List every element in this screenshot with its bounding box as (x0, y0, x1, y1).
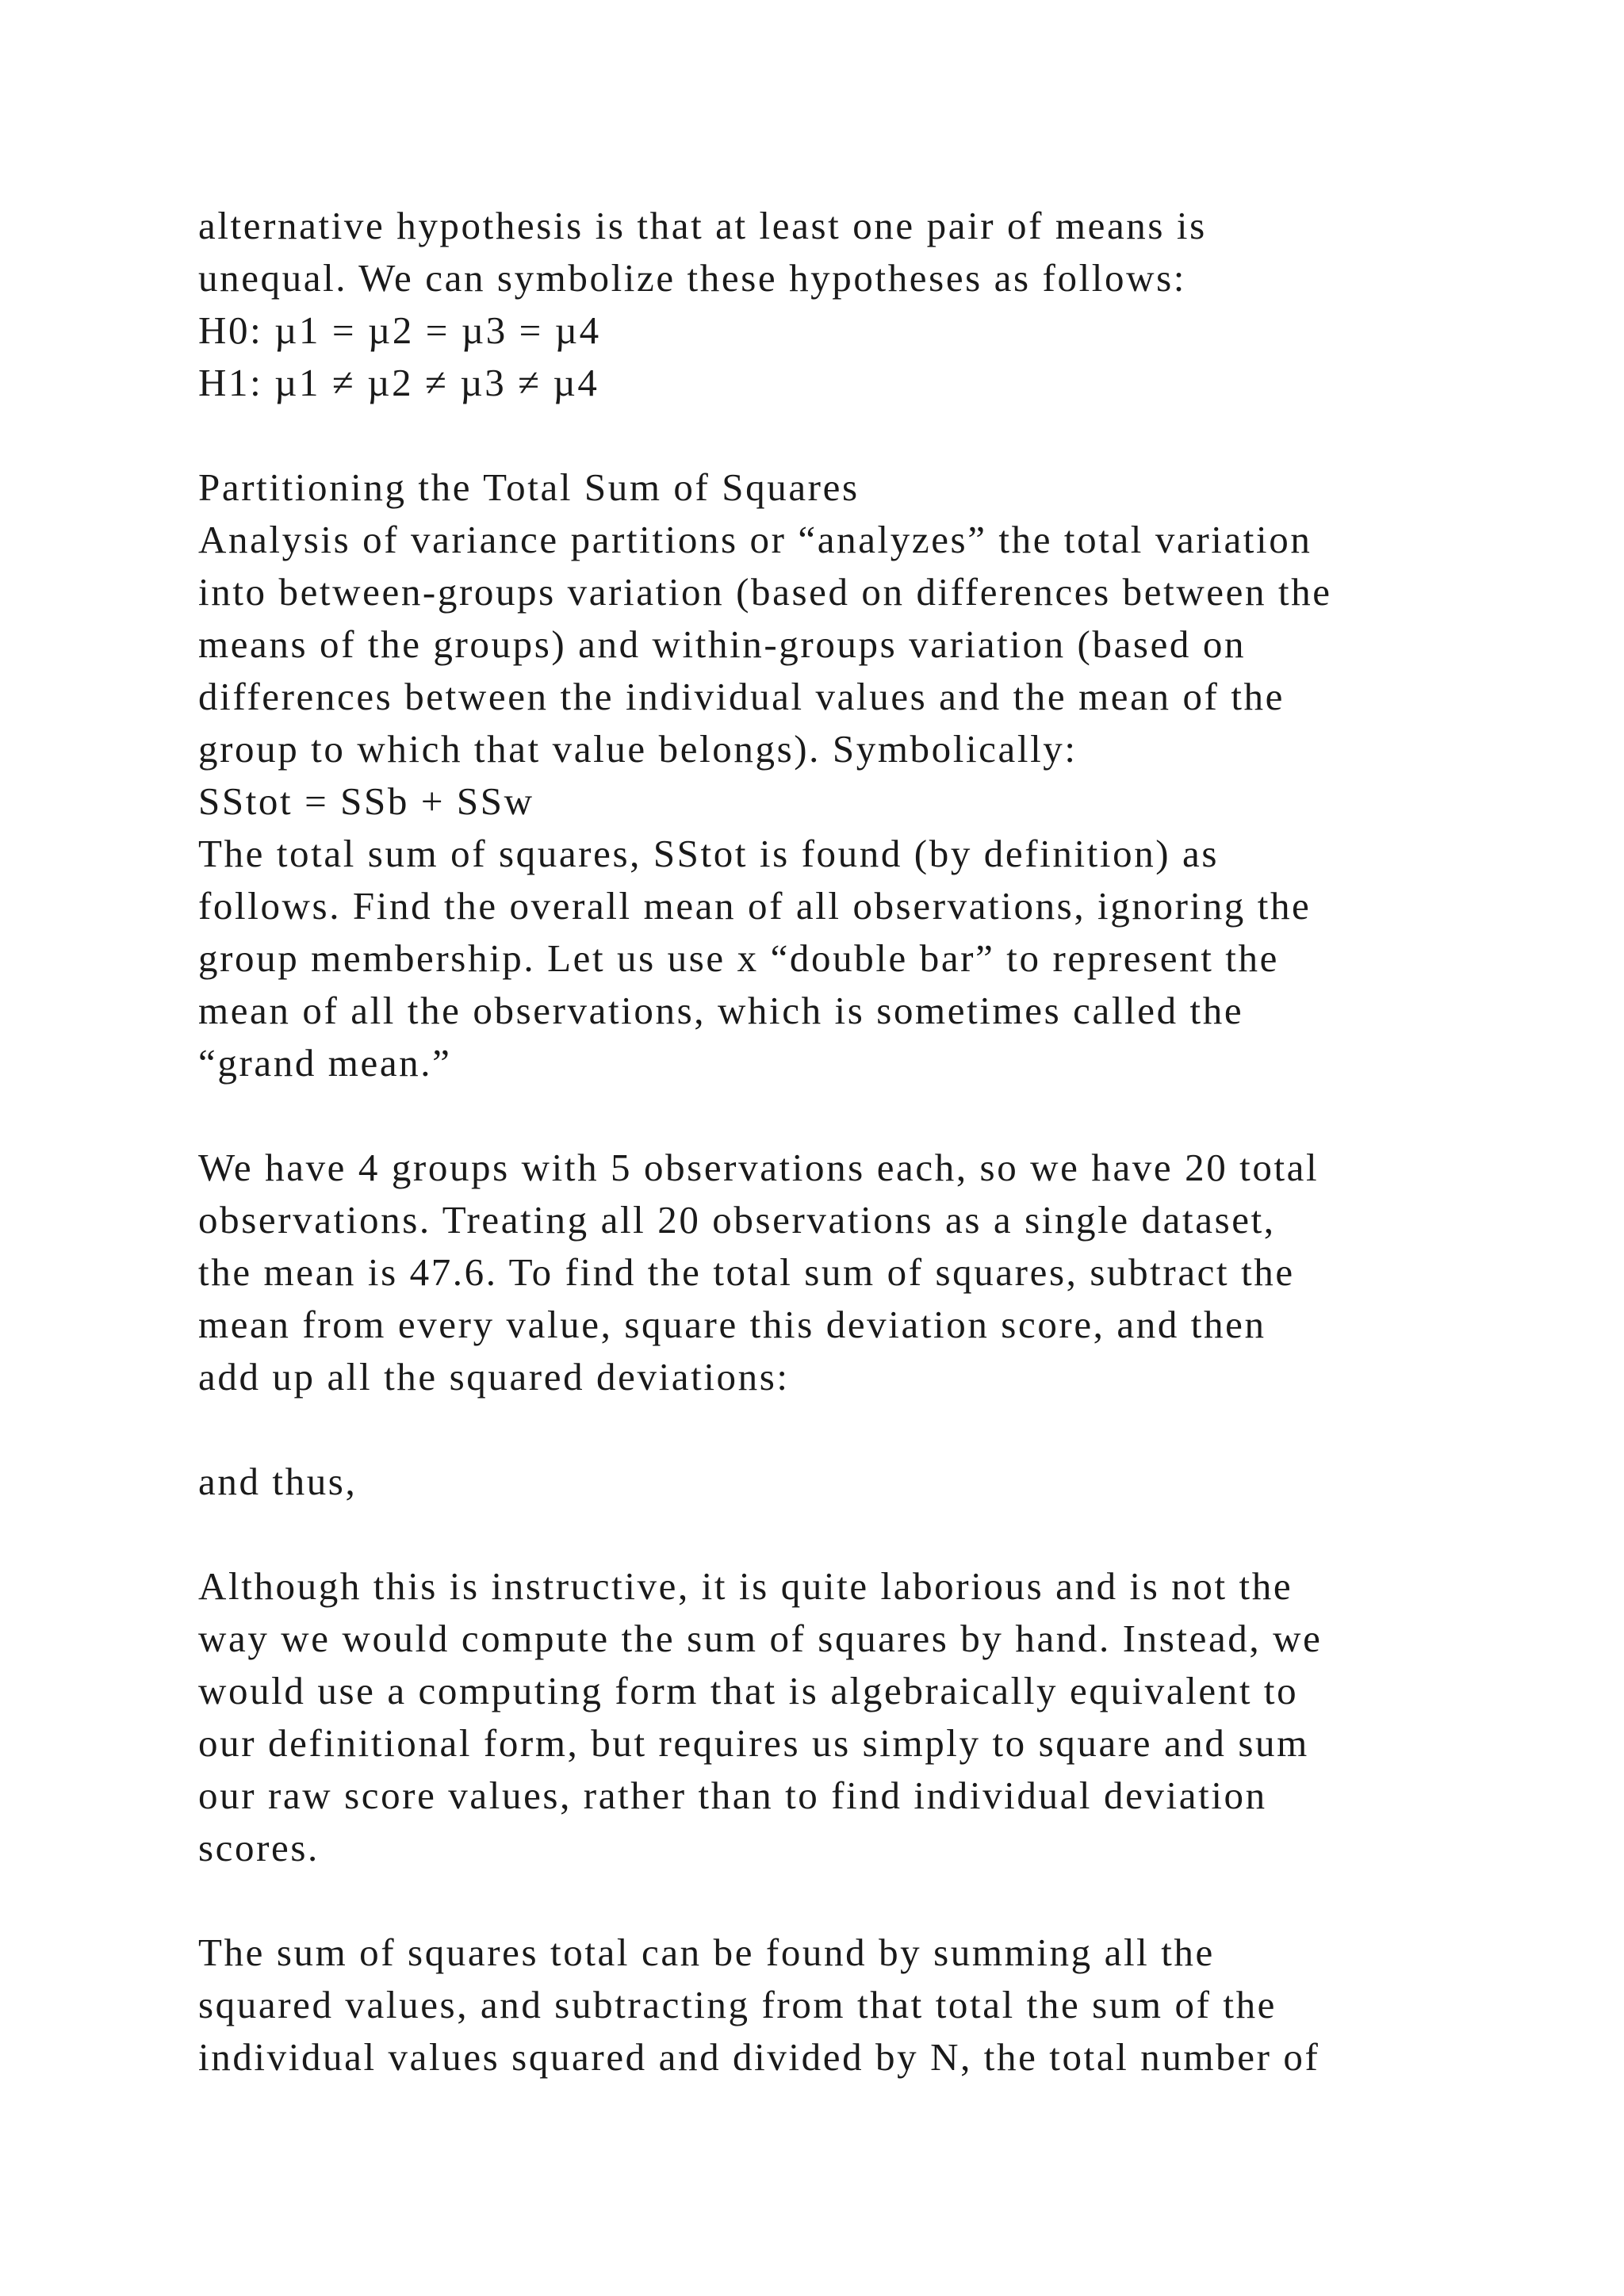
text-line: The total sum of squares, SStot is found (by definition) as (198, 832, 1220, 875)
paragraph-partitioning (198, 461, 1562, 1089)
paragraph-hypotheses (198, 200, 1562, 409)
text-line: group to which that value belongs). Symbolically: (198, 727, 1078, 771)
paragraph-spacer (198, 409, 1562, 461)
text-line: our definitional form, but requires us simply to square and sum (198, 1721, 1309, 1765)
text-line: The sum of squares total can be found by summing all the (198, 1931, 1215, 1974)
text-line: squared values, and subtracting from that total the sum of the (198, 1983, 1277, 2026)
text-line: scores. (198, 1826, 320, 1869)
text-line: add up all the squared deviations: (198, 1355, 790, 1399)
formula-line: SStot = SSb + SSw (198, 779, 534, 823)
text-line: means of the groups) and within-groups variation (based on (198, 622, 1247, 666)
text-line: into between-groups variation (based on differences between the (198, 570, 1332, 614)
paragraph-spacer (198, 1089, 1562, 1142)
text-line: mean from every value, square this deviation score, and then (198, 1303, 1266, 1346)
text-line: the mean is 47.6. To find the total sum of squares, subtract the (198, 1250, 1295, 1294)
text-line: group membership. Let us use x “double bar” to represent the (198, 936, 1279, 980)
text-line: individual values squared and divided by N, the total number of (198, 2035, 1320, 2079)
paragraph-sum-of-squares-total (198, 1927, 1562, 2084)
text-line: our raw score values, rather than to find individual deviation (198, 1774, 1267, 1817)
text-line: alternative hypothesis is that at least one pair of means is (198, 204, 1207, 247)
paragraph-observations (198, 1142, 1562, 1403)
paragraph-spacer (198, 1403, 1562, 1456)
text-line: mean of all the observations, which is sometimes called the (198, 989, 1244, 1032)
text-line: follows. Find the overall mean of all observations, ignoring the (198, 884, 1312, 928)
null-hypothesis-line: H0: µ1 = µ2 = µ3 = µ4 (198, 308, 601, 352)
paragraph-spacer (198, 1508, 1562, 1560)
text-line: differences between the individual values and the mean of the (198, 675, 1285, 718)
text-line: Although this is instructive, it is quite laborious and is not the (198, 1564, 1293, 1608)
text-line: We have 4 groups with 5 observations each, so we have 20 total (198, 1146, 1320, 1189)
text-line: unequal. We can symbolize these hypotheses as follows: (198, 256, 1186, 300)
text-line: observations. Treating all 20 observations as a single dataset, (198, 1198, 1276, 1242)
alternative-hypothesis-line: H1: µ1 ≠ µ2 ≠ µ3 ≠ µ4 (198, 361, 599, 404)
text-line: “grand mean.” (198, 1041, 452, 1085)
section-heading: Partitioning the Total Sum of Squares (198, 465, 860, 509)
text-line: and thus, (198, 1460, 358, 1503)
paragraph-computing-form (198, 1560, 1562, 1874)
text-line: way we would compute the sum of squares by hand. Instead, we (198, 1617, 1323, 1660)
paragraph-spacer (198, 1874, 1562, 1927)
text-line: would use a computing form that is algebraically equivalent to (198, 1669, 1299, 1712)
paragraph-and-thus (198, 1456, 1562, 1508)
text-line: Analysis of variance partitions or “analyzes” the total variation (198, 518, 1312, 561)
document-text (198, 200, 1562, 2084)
